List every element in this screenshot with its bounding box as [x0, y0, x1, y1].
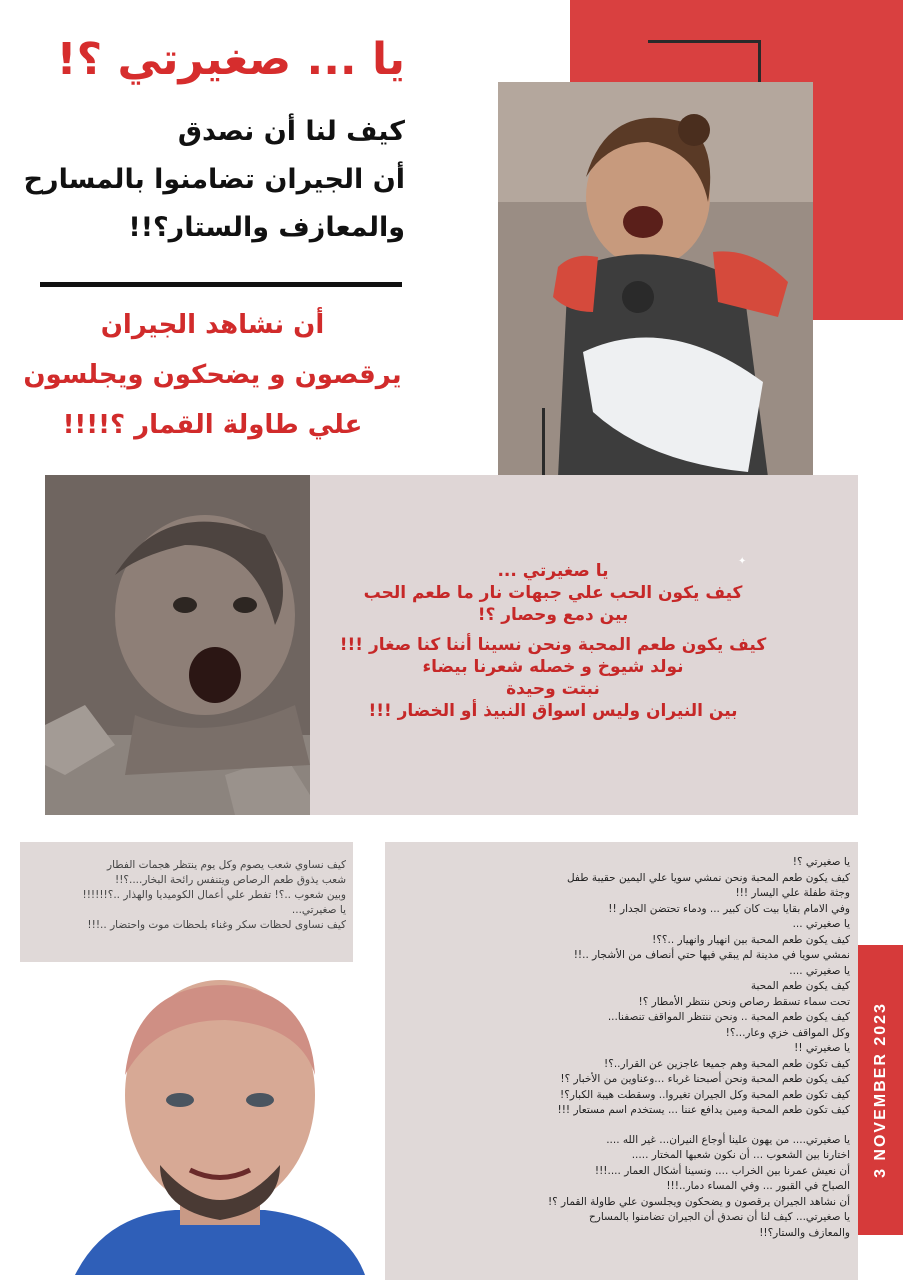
- red-headline: [20, 300, 405, 450]
- right-panel-text: [395, 855, 850, 1241]
- subtitle-line: كيف لنا أن نصدق: [177, 116, 405, 147]
- poem-line: بين النيران وليس اسواق النبيذ أو الخضار !!!: [368, 701, 738, 721]
- baby-photo-illustration: [45, 475, 310, 815]
- text-line: يا صغيرتي... كيف لنا أن نصدق أن الجيران تضامنوا بالمسارح: [589, 1211, 850, 1223]
- text-line: وفي الامام بقايا بيت كان كبير ... ودماء تحتضن الجدار !!: [608, 902, 850, 915]
- text-line: كيف نساوى لحظات سكر وغناء بلحظات موت واحتضار ..!!!: [87, 919, 346, 931]
- issue-date: [858, 945, 903, 1235]
- text-line: كيف تكون طعم المحبة وهم جميعا عاجزين عن القرار..؟!: [604, 1057, 850, 1070]
- poem-line: كيف يكون طعم المحبة ونحن نسينا أننا كنا صغار !!!: [339, 635, 767, 655]
- text-line: وبين شعوب ..؟! تفطر علي أعمال الكوميديا والهذار ..؟!!!!!!: [82, 889, 346, 901]
- baby-photo: [45, 475, 310, 815]
- text-line: تحت سماء تسقط رصاص ونحن ننتظر الأمطار ؟!: [638, 995, 850, 1008]
- author-photo: [65, 965, 375, 1275]
- text-line: كيف يكون طعم المحبة ونحن أصبحنا غرباء ...وعناوين من الأخبار ؟!: [560, 1073, 850, 1085]
- divider: [40, 282, 402, 287]
- text-line: الصباح في القبور ... وفي المساء دمار..!!!: [666, 1180, 850, 1192]
- text-line: وكل المواقف خزي وعار...؟!: [725, 1026, 850, 1039]
- subtitle: [20, 108, 405, 252]
- text-line: كيف نساوي شعب يصوم وكل يوم ينتظر هجمات الفطار: [107, 859, 346, 871]
- page-title: يا ... صغيرتي ؟!: [56, 34, 405, 85]
- text-line: كيف تكون طعم المحبة وكل الجيران تغيروا.. وسقطت هيبة الكبار؟!: [560, 1088, 850, 1101]
- text-line: يا صغيرتي !!: [794, 1042, 850, 1054]
- red-headline-line: أن نشاهد الجيران: [100, 310, 325, 340]
- text-line: يا صغيرتي ....: [789, 964, 850, 977]
- text-line: كيف يكون طعم المحبة: [750, 980, 850, 992]
- left-panel-text: [28, 858, 346, 933]
- poem-text: [323, 560, 783, 722]
- sparkle-icon: ✦: [738, 556, 747, 567]
- text-line: والمعازف والستار؟!!: [759, 1226, 850, 1239]
- poem-line: نولد شيوخ و خصله شعرنا بيضاء: [422, 657, 684, 677]
- text-line: كيف يكون طعم المحبة ونحن نمشي سويا علي اليمين حقيبة طفل: [566, 871, 850, 884]
- red-headline-line: يرقصون و يضحكون ويجلسون: [23, 360, 402, 390]
- text-line: يا صغيرتي ؟!: [792, 856, 850, 868]
- subtitle-line: والمعازف والستار؟!!: [128, 212, 405, 243]
- text-line: نمشي سويا في مدينة لم يبقي فيها حتي أنصاف من الأشجار ..!!: [573, 949, 850, 961]
- poem-line: بين دمع وحصار ؟!: [477, 605, 629, 625]
- issue-date-text: 3 NOVEMBER 2023: [871, 1002, 889, 1178]
- text-line: كيف يكون طعم المحبة بين انهيار وانهيار ..؟؟!: [652, 933, 850, 946]
- text-line: شعب يذوق طعم الرصاص ويتنفس رائحة البخار....؟!!: [115, 874, 346, 886]
- author-photo-illustration: [65, 965, 375, 1275]
- text-line: كيف تكون طعم المحبة ومين يدافع عننا ... يستخدم اسم مستعار !!!: [557, 1104, 850, 1116]
- text-line: كيف يكون طعم المحبة .. ونحن ننتظر المواقف تنصفنا...: [607, 1011, 850, 1023]
- text-line: يا صغيرتي...: [291, 904, 346, 916]
- text-line: يا صغيرتي ...: [792, 918, 850, 930]
- text-line: يا صغيرتي.... من يهون علينا أوجاع النيران... غير الله ....: [606, 1133, 850, 1146]
- text-line: أن نشاهد الجيران يرقصون و يضحكون ويجلسون علي طاولة القمار ؟!: [547, 1195, 850, 1208]
- text-line: أن نعيش عمرنا بين الخراب .... ونسينا أشكال العمار ....!!!: [594, 1164, 850, 1177]
- poem-line: نبتت وحيدة: [506, 679, 600, 699]
- poem-line: يا صغيرتي ...: [497, 561, 609, 581]
- poem-line: كيف يكون الحب علي جبهات نار ما طعم الحب: [363, 583, 743, 603]
- subtitle-line: أن الجيران تضامنوا بالمسارح: [23, 164, 405, 195]
- red-headline-line: علي طاولة القمار ؟!!!!: [62, 410, 363, 440]
- text-line: وجثة طفلة علي اليسار !!!: [735, 887, 850, 899]
- text-line: اختارنا بين الشعوب ... أن نكون شعبها المختار .....: [631, 1149, 850, 1161]
